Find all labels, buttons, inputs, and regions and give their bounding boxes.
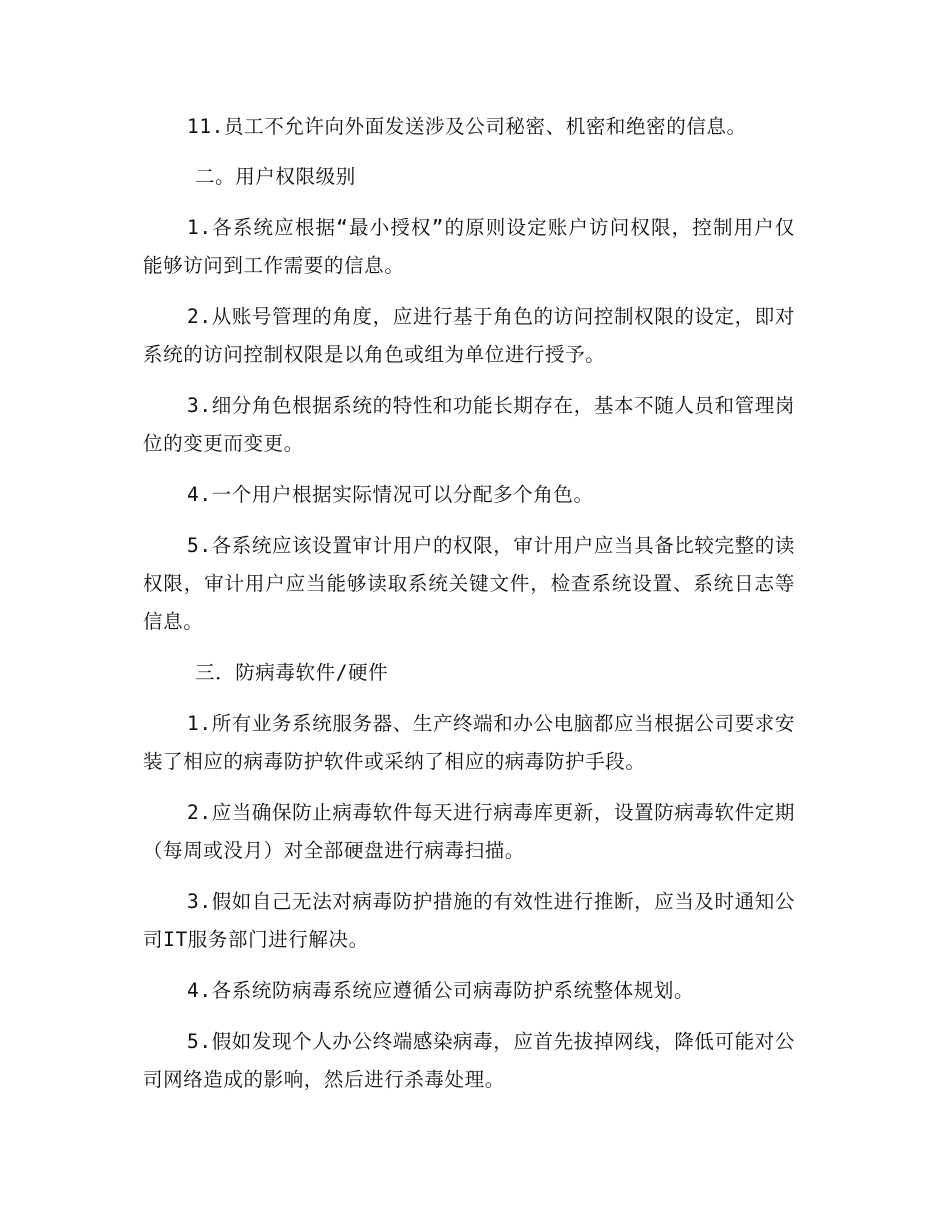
section-heading-antivirus: 三．防病毒软件/硬件 <box>195 661 389 684</box>
document-body <box>143 108 795 1099</box>
paragraph-antivirus-2: 2.应当确保防止病毒软件每天进行病毒库更新，设置防病毒软件定期（每周或没月）对全部硬盘进行病毒扫描。 <box>143 801 795 862</box>
paragraph-permission-2: 2.从账号管理的角度，应进行基于角色的访问控制权限的设定，即对系统的访问控制权限是以角色或组为单位进行授予。 <box>143 305 795 366</box>
paragraph-antivirus-1: 1.所有业务系统服务器、生产终端和办公电脑都应当根据公司要求安装了相应的病毒防护软件或采纳了相应的病毒防护手段。 <box>143 712 795 773</box>
section-heading-user-permission: 二。用户权限级别 <box>195 165 356 188</box>
paragraph-permission-1: 1.各系统应根据“最小授权”的原则设定账户访问权限，控制用户仅能够访问到工作需要的信息。 <box>143 216 795 277</box>
paragraph-antivirus-4: 4.各系统防病毒系统应遵循公司病毒防护系统整体规划。 <box>187 979 695 1002</box>
paragraph-antivirus-3: 3.假如自己无法对病毒防护措施的有效性进行推断，应当及时通知公司IT服务部门进行解决。 <box>143 890 795 951</box>
paragraph-antivirus-5: 5.假如发现个人办公终端感染病毒，应首先拔掉网线，降低可能对公司网络造成的影响，然后进行杀毒处理。 <box>143 1030 795 1091</box>
paragraph-item-11: 11.员工不允许向外面发送涉及公司秘密、机密和绝密的信息。 <box>187 115 747 138</box>
paragraph-permission-4: 4.一个用户根据实际情况可以分配多个角色。 <box>187 483 594 506</box>
paragraph-permission-5: 5.各系统应该设置审计用户的权限，审计用户应当具备比较完整的读权限，审计用户应当能够读取系统关键文件，检查系统设置、系统日志等信息。 <box>143 534 795 633</box>
paragraph-permission-3: 3.细分角色根据系统的特性和功能长期存在，基本不随人员和管理岗位的变更而变更。 <box>143 394 795 455</box>
